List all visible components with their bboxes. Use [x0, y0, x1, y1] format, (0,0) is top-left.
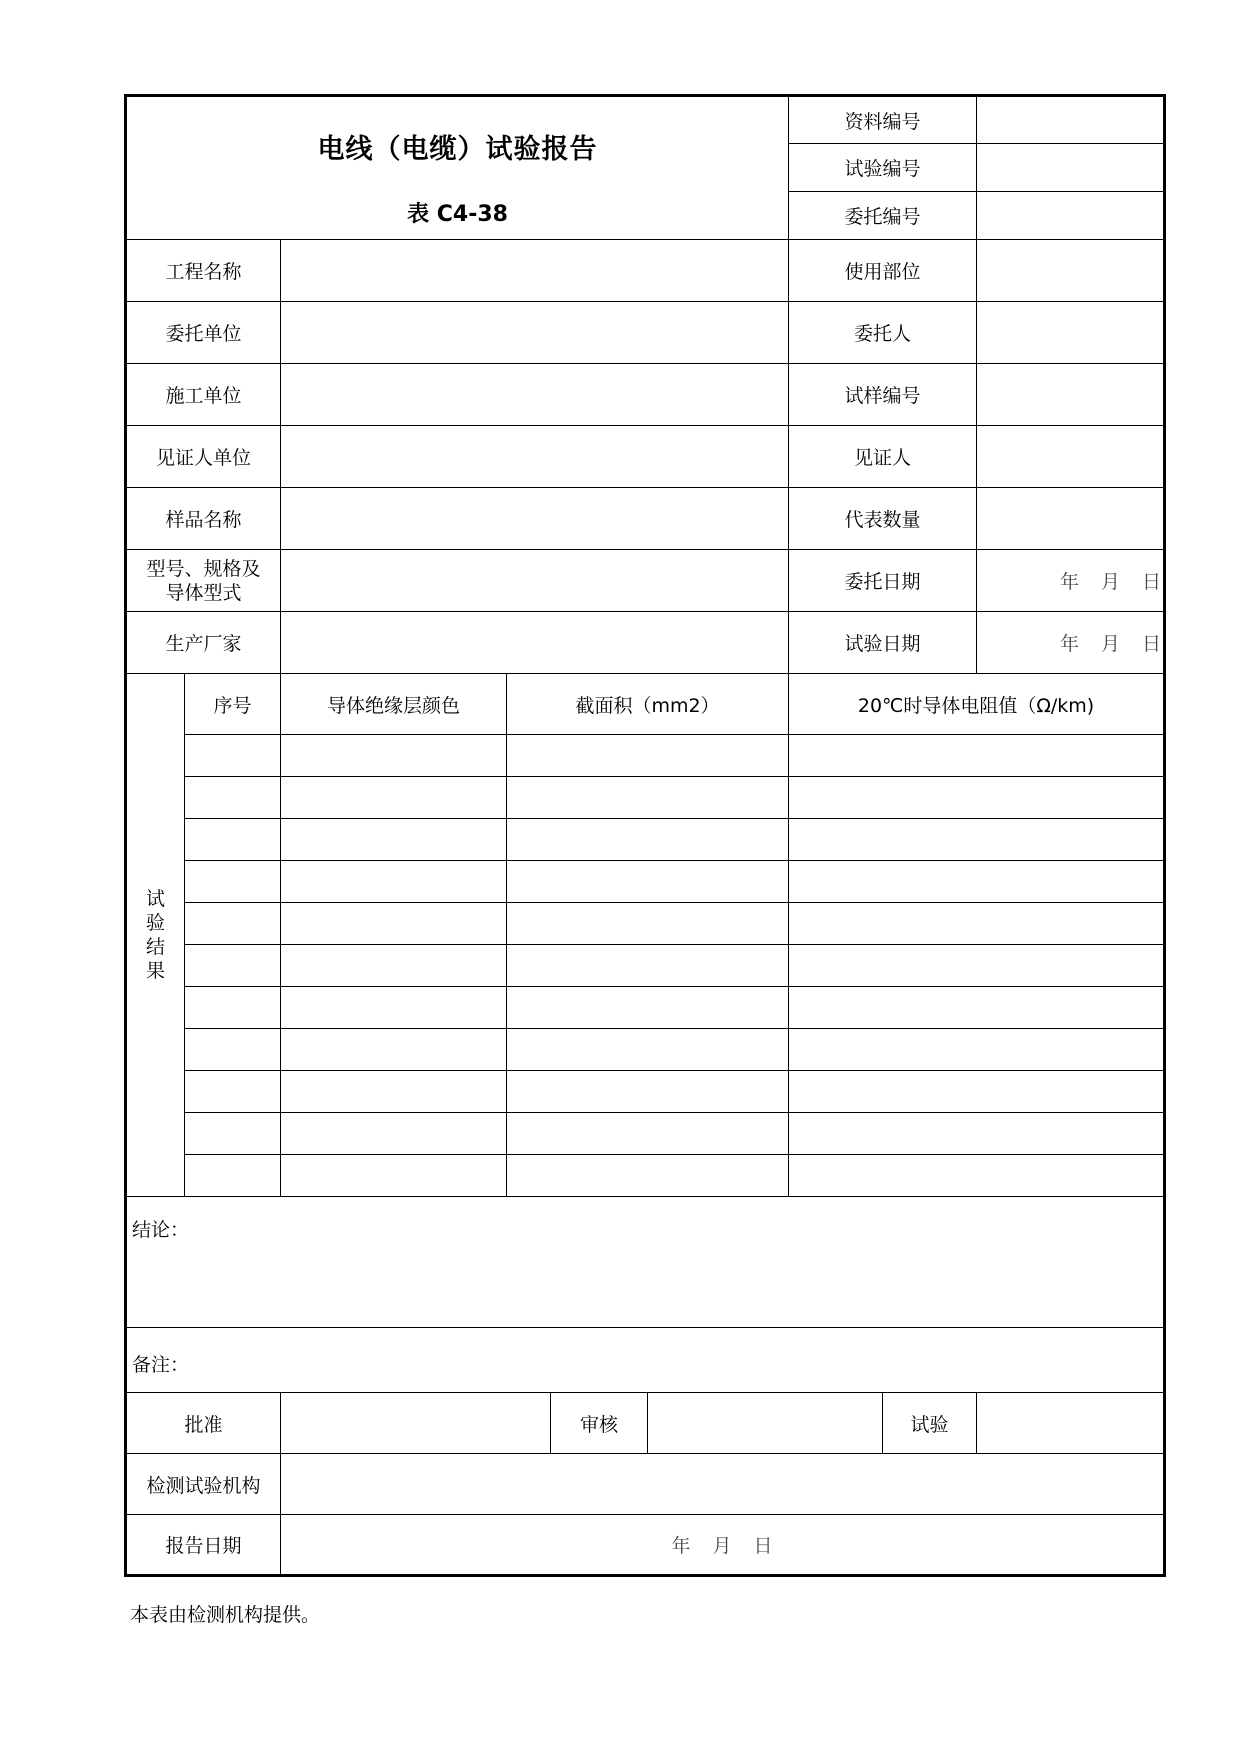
manufacturer-label: 生产厂家	[126, 612, 281, 674]
result-color-cell[interactable]	[281, 819, 507, 861]
result-resistance-cell[interactable]	[789, 987, 1165, 1029]
sample-no-field[interactable]	[977, 364, 1165, 426]
result-area-cell[interactable]	[507, 1155, 789, 1197]
info-row-witness	[126, 426, 1165, 488]
commission-date-year: 年	[1060, 571, 1080, 593]
client-unit-label: 委托单位	[126, 302, 281, 364]
construction-unit-field[interactable]	[281, 364, 789, 426]
conclusion-row	[126, 1197, 1165, 1328]
result-color-cell[interactable]	[281, 1029, 507, 1071]
table-row	[126, 987, 1165, 1029]
commission-date-field[interactable]	[977, 550, 1165, 612]
result-seq-cell[interactable]	[185, 861, 281, 903]
col-header-resistance: 20℃时导体电阻值（Ω/km)	[789, 674, 1165, 735]
conclusion-field[interactable]	[126, 1197, 1165, 1328]
footnote: 本表由检测机构提供。	[130, 1604, 321, 1626]
result-color-cell[interactable]	[281, 735, 507, 777]
info-row-project	[126, 240, 1165, 302]
form-number: 表 C4-38	[407, 202, 508, 227]
info-row-construction	[126, 364, 1165, 426]
code-value-commission-no[interactable]	[977, 192, 1165, 240]
sample-no-label: 试样编号	[789, 364, 977, 426]
table-row	[126, 1029, 1165, 1071]
col-header-seq: 序号	[185, 674, 281, 735]
report-date-field[interactable]	[281, 1515, 1165, 1576]
result-resistance-cell[interactable]	[789, 1113, 1165, 1155]
info-row-maker	[126, 612, 1165, 674]
table-row	[126, 903, 1165, 945]
test-date-field[interactable]	[977, 612, 1165, 674]
test-field[interactable]	[977, 1393, 1165, 1454]
witness-field[interactable]	[977, 426, 1165, 488]
result-seq-cell[interactable]	[185, 1029, 281, 1071]
result-seq-cell[interactable]	[185, 735, 281, 777]
table-row	[126, 1071, 1165, 1113]
approve-label: 批准	[126, 1393, 281, 1454]
result-color-cell[interactable]	[281, 903, 507, 945]
report-sheet	[124, 94, 1163, 1577]
project-name-label: 工程名称	[126, 240, 281, 302]
report-date-day: 日	[753, 1535, 773, 1557]
table-row	[126, 945, 1165, 987]
header-row-1	[126, 96, 1165, 144]
results-side-char-2: 验	[145, 912, 165, 934]
sample-name-field[interactable]	[281, 488, 789, 550]
results-side-char-4: 果	[145, 960, 165, 982]
model-spec-field[interactable]	[281, 550, 789, 612]
result-color-cell[interactable]	[281, 987, 507, 1029]
report-title: 电线（电缆）试验报告	[317, 134, 598, 165]
result-area-cell[interactable]	[507, 987, 789, 1029]
construction-unit-label: 施工单位	[126, 364, 281, 426]
results-side-char-1: 试	[145, 888, 165, 910]
result-seq-cell[interactable]	[185, 819, 281, 861]
institution-label: 检测试验机构	[126, 1454, 281, 1515]
sample-name-label: 样品名称	[126, 488, 281, 550]
code-value-test-no[interactable]	[977, 144, 1165, 192]
result-area-cell[interactable]	[507, 903, 789, 945]
result-resistance-cell[interactable]	[789, 1029, 1165, 1071]
table-row	[126, 735, 1165, 777]
model-spec-label	[126, 550, 281, 612]
info-row-client	[126, 302, 1165, 364]
client-person-field[interactable]	[977, 302, 1165, 364]
result-seq-cell[interactable]	[185, 1155, 281, 1197]
report-date-label: 报告日期	[126, 1515, 281, 1576]
test-label: 试验	[883, 1393, 977, 1454]
result-area-cell[interactable]	[507, 861, 789, 903]
remarks-label: 备注：	[132, 1354, 190, 1376]
commission-date-month: 月	[1101, 571, 1121, 593]
result-seq-cell[interactable]	[185, 1071, 281, 1113]
client-unit-field[interactable]	[281, 302, 789, 364]
result-area-cell[interactable]	[507, 1029, 789, 1071]
title-block	[126, 96, 789, 240]
commission-date-day: 日	[1142, 571, 1162, 593]
result-resistance-cell[interactable]	[789, 1071, 1165, 1113]
witness-unit-label: 见证人单位	[126, 426, 281, 488]
result-resistance-cell[interactable]	[789, 777, 1165, 819]
result-color-cell[interactable]	[281, 1113, 507, 1155]
approve-field[interactable]	[281, 1393, 551, 1454]
result-seq-cell[interactable]	[185, 1113, 281, 1155]
result-area-cell[interactable]	[507, 1071, 789, 1113]
result-color-cell[interactable]	[281, 861, 507, 903]
report-date-row	[126, 1515, 1165, 1576]
review-field[interactable]	[648, 1393, 883, 1454]
result-color-cell[interactable]	[281, 1155, 507, 1197]
model-spec-label-line2: 导体型式	[165, 581, 242, 604]
remarks-field[interactable]	[126, 1328, 1165, 1393]
manufacturer-field[interactable]	[281, 612, 789, 674]
result-area-cell[interactable]	[507, 735, 789, 777]
report-date-year: 年	[671, 1535, 691, 1557]
project-name-field[interactable]	[281, 240, 789, 302]
code-value-data-no[interactable]	[977, 96, 1165, 144]
institution-field[interactable]	[281, 1454, 1165, 1515]
result-resistance-cell[interactable]	[789, 861, 1165, 903]
table-row	[126, 1113, 1165, 1155]
report-form-table	[124, 94, 1166, 1577]
table-row	[126, 861, 1165, 903]
usage-location-field[interactable]	[977, 240, 1165, 302]
model-spec-label-line1: 型号、规格及	[146, 557, 261, 580]
result-color-cell[interactable]	[281, 777, 507, 819]
result-resistance-cell[interactable]	[789, 735, 1165, 777]
witness-unit-field[interactable]	[281, 426, 789, 488]
col-header-area: 截面积（mm2）	[507, 674, 789, 735]
test-date-month: 月	[1101, 633, 1121, 655]
signature-row	[126, 1393, 1165, 1454]
result-resistance-cell[interactable]	[789, 819, 1165, 861]
result-seq-cell[interactable]	[185, 903, 281, 945]
info-row-model	[126, 550, 1165, 612]
code-label-data-no: 资料编号	[789, 96, 977, 144]
result-resistance-cell[interactable]	[789, 945, 1165, 987]
result-area-cell[interactable]	[507, 945, 789, 987]
quantity-label: 代表数量	[789, 488, 977, 550]
client-person-label: 委托人	[789, 302, 977, 364]
review-label: 审核	[551, 1393, 648, 1454]
result-seq-cell[interactable]	[185, 945, 281, 987]
result-resistance-cell[interactable]	[789, 903, 1165, 945]
result-seq-cell[interactable]	[185, 777, 281, 819]
result-color-cell[interactable]	[281, 1071, 507, 1113]
table-row	[126, 819, 1165, 861]
result-resistance-cell[interactable]	[789, 1155, 1165, 1197]
conclusion-label: 结论：	[132, 1219, 190, 1241]
info-row-sample	[126, 488, 1165, 550]
results-header-row	[126, 674, 1165, 735]
code-label-test-no: 试验编号	[789, 144, 977, 192]
results-side-label	[126, 674, 185, 1197]
test-date-label: 试验日期	[789, 612, 977, 674]
witness-label: 见证人	[789, 426, 977, 488]
result-area-cell[interactable]	[507, 819, 789, 861]
col-header-color: 导体绝缘层颜色	[281, 674, 507, 735]
usage-location-label: 使用部位	[789, 240, 977, 302]
result-seq-cell[interactable]	[185, 987, 281, 1029]
report-date-month: 月	[712, 1535, 732, 1557]
commission-date-label: 委托日期	[789, 550, 977, 612]
result-area-cell[interactable]	[507, 777, 789, 819]
table-row	[126, 777, 1165, 819]
institution-row	[126, 1454, 1165, 1515]
quantity-field[interactable]	[977, 488, 1165, 550]
test-date-year: 年	[1060, 633, 1080, 655]
test-date-day: 日	[1142, 633, 1162, 655]
code-label-commission-no: 委托编号	[789, 192, 977, 240]
remarks-row	[126, 1328, 1165, 1393]
result-color-cell[interactable]	[281, 945, 507, 987]
table-row	[126, 1155, 1165, 1197]
results-side-char-3: 结	[145, 936, 165, 958]
result-area-cell[interactable]	[507, 1113, 789, 1155]
